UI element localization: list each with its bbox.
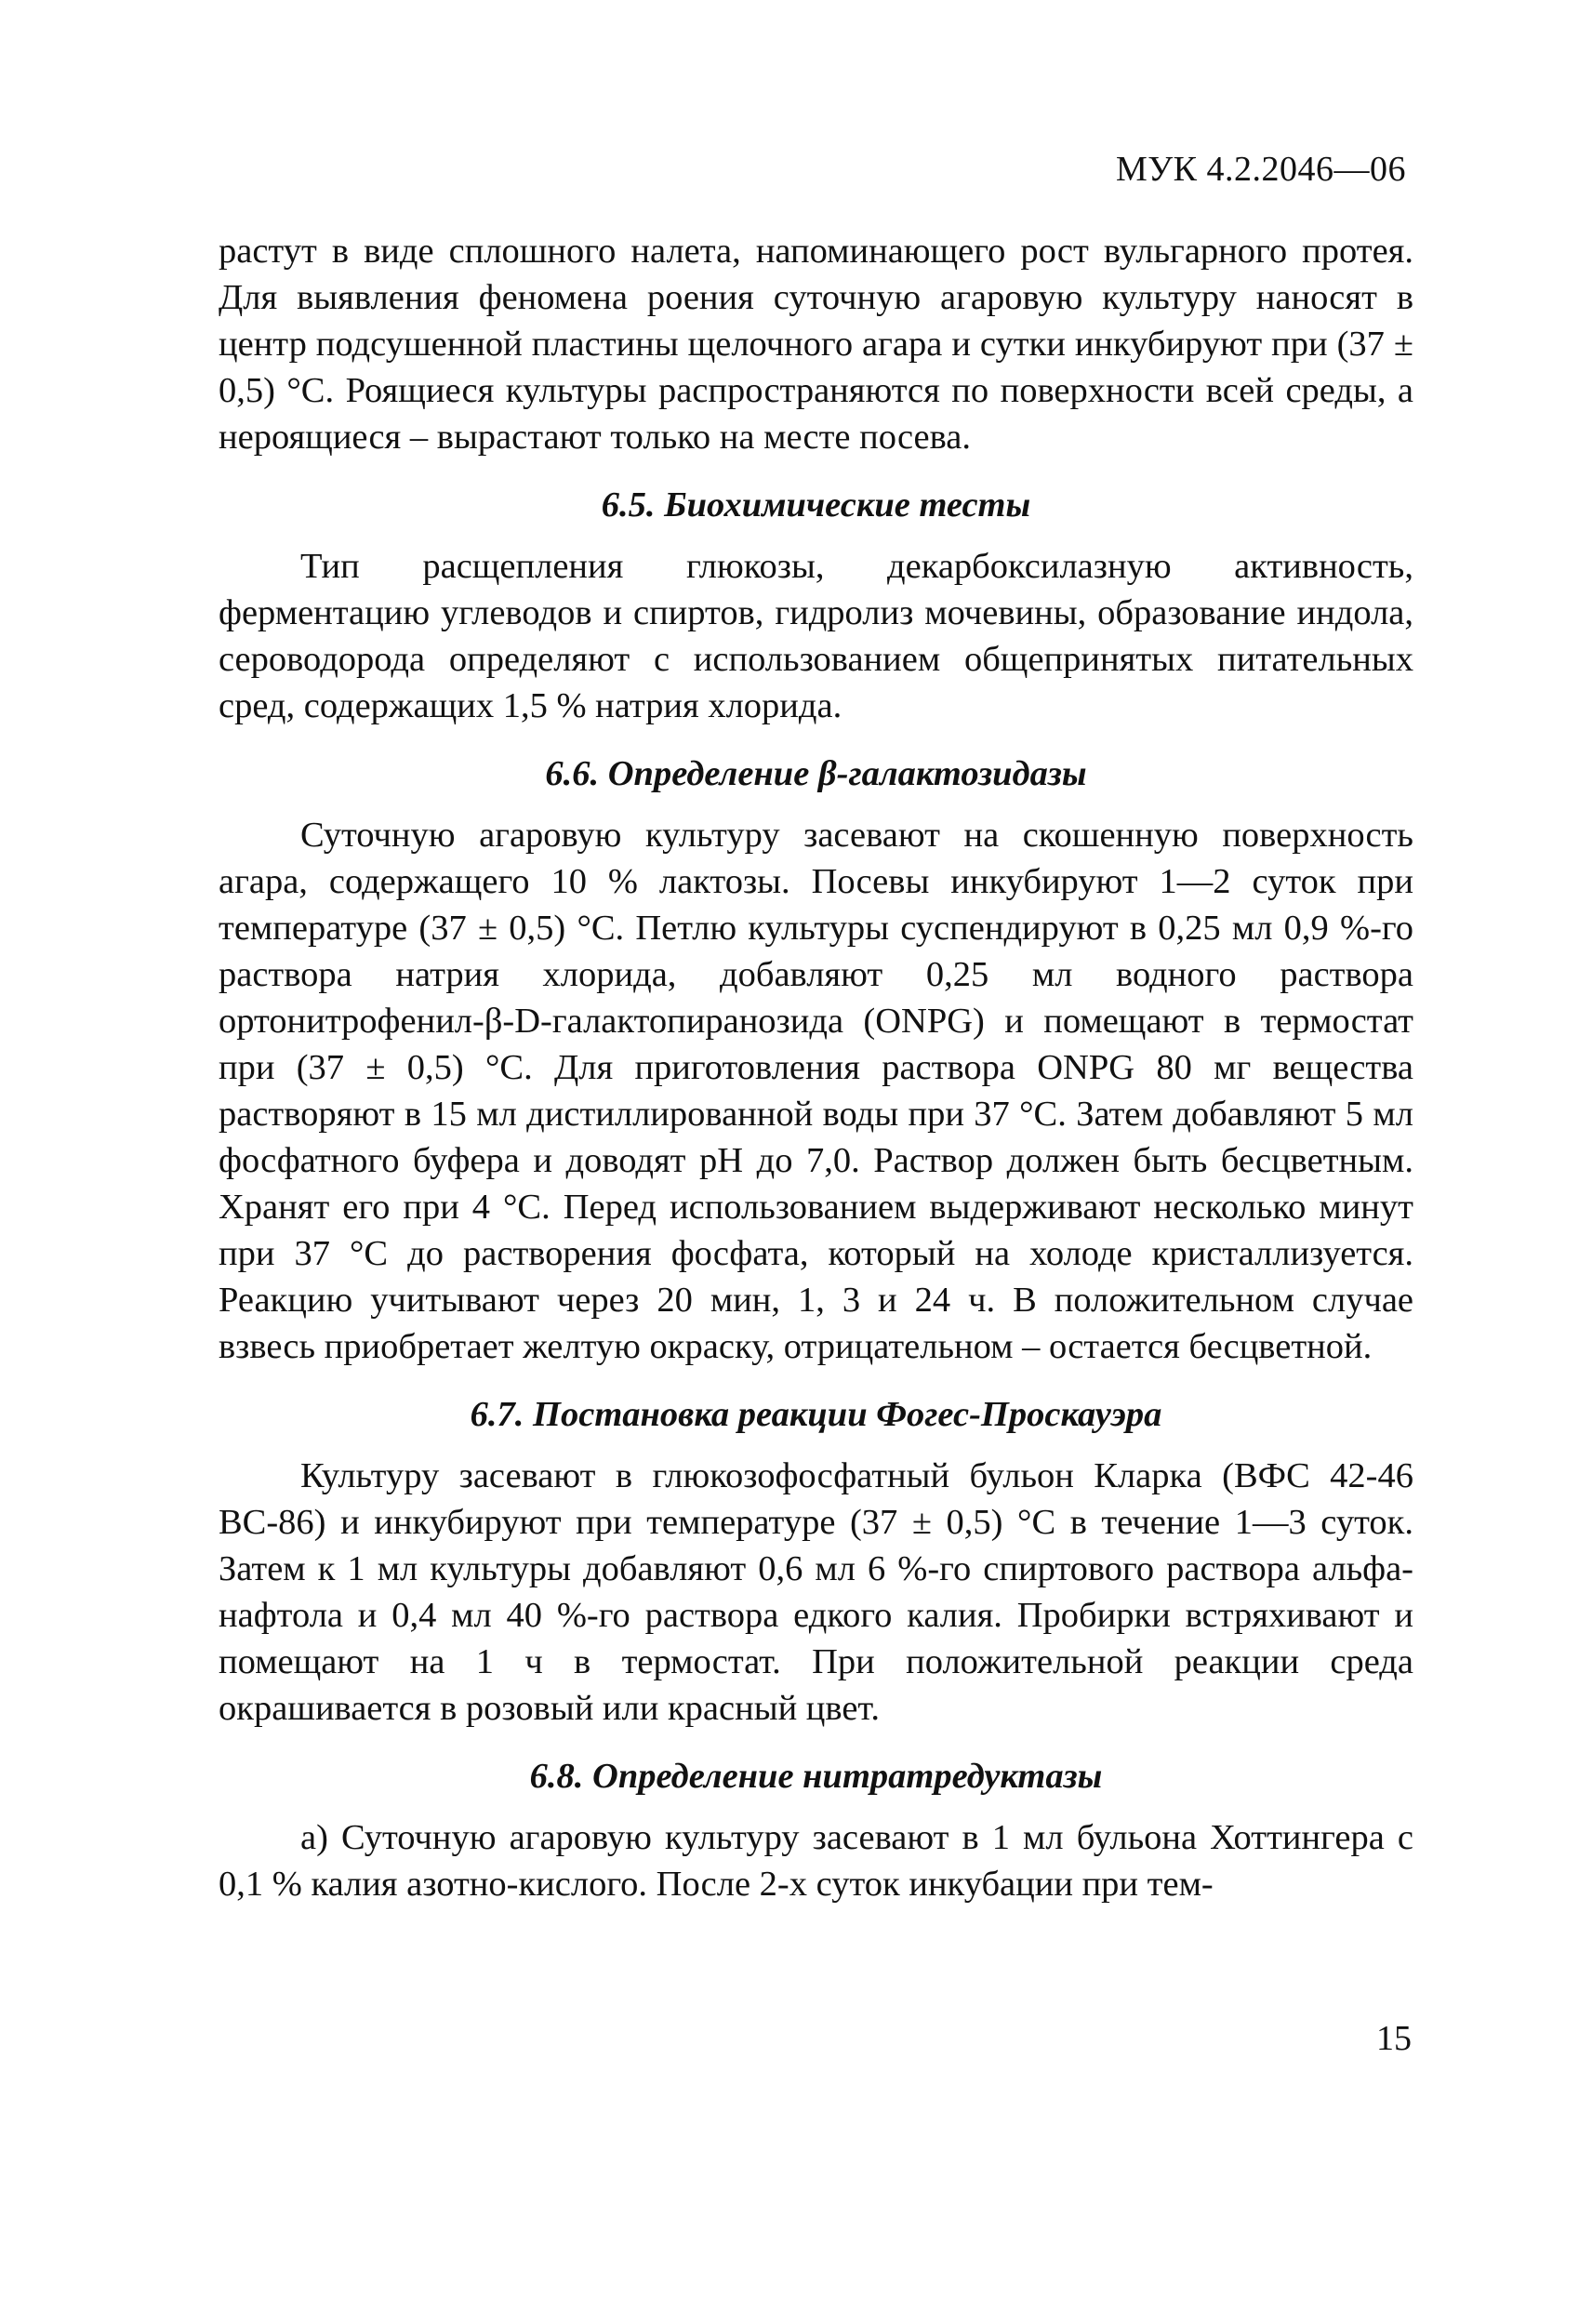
section-text-nitrate-reductase: а) Суточную агаровую культуру засевают в 1 мл бульона Хоттингера с 0,1 % калия азотно-кислого. После 2-х суток инкубации при тем- [219, 1818, 1413, 1904]
section-text-biochemical-tests: Тип расщепления глюкозы, декарбоксилазную активность, ферментацию углеводов и спиртов, гидролиз мочевины, образование индола, сероводорода определяют с использованием общепринятых питательных сред, содержащих 1,5 % натрия хлорида. [219, 547, 1413, 725]
page-number: 15 [1376, 2019, 1412, 2058]
section-text-beta-galactosidase: Суточную агаровую культуру засевают на скошенную поверхность агара, содержащего 10 % лактозы. Посевы инкубируют 1—2 суток при температуре (37 ± 0,5) °С. Петлю культуры суспендируют в 0,25 мл 0,9 %-го раствора натрия хлорида, добавляют 0,25 мл водного раствора ортонитрофенил-β-D-галактопиранозида (ONPG) и помещают в термостат при (37 ± 0,5) °С. Для приготовления раствора ONPG 80 мг вещества растворяют в 15 мл дистиллированной воды при 37 °С. Затем добавляют 5 мл фосфатного буфера и доводят pH до 7,0. Раствор должен быть бесцветным. Хранят его при 4 °С. Перед использованием выдерживают несколько минут при 37 °С до растворения фосфата, который на холоде кристаллизуется. Реакцию учитывают через 20 мин, 1, 3 и 24 ч. В положительном случае взвесь приобретает желтую окраску, отрицательном – остается бесцветной. [219, 816, 1413, 1366]
page-content [219, 228, 1413, 1907]
section-6-8 [219, 1753, 1413, 1907]
section-6-6 [219, 750, 1413, 1370]
section-title-beta-galactosidase: 6.6. Определение β-галактозидазы [545, 754, 1087, 793]
section-title-biochemical-tests: 6.5. Биохимические тесты [601, 485, 1031, 525]
section-title-voges-proskauer: 6.7. Постановка реакции Фогес-Проскауэра [470, 1395, 1162, 1434]
section-6-5 [219, 482, 1413, 729]
section-6-7 [219, 1391, 1413, 1732]
document-code-header: МУК 4.2.2046—06 [1115, 150, 1406, 189]
intro-paragraph: растут в виде сплошного налета, напоминающего рост вульгарного протея. Для выявления феномена роения суточную агаровую культуру наносят в центр подсушенной пластины щелочного агара и сутки инкубируют при (37 ± 0,5) °С. Роящиеся культуры распространяются по поверхности всей среды, а нероящиеся – вырастают только на месте посева. [219, 232, 1413, 457]
section-title-nitrate-reductase: 6.8. Определение нитратредуктазы [529, 1757, 1103, 1796]
section-text-voges-proskauer: Культуру засевают в глюкозофосфатный бульон Кларка (ВФС 42-46 ВС-86) и инкубируют при температуре (37 ± 0,5) °С в течение 1—3 суток. Затем к 1 мл культуры добавляют 0,6 мл 6 %-го спиртового раствора альфа-нафтола и 0,4 мл 40 %-го раствора едкого калия. Пробирки встряхивают и помещают на 1 ч в термостат. При положительной реакции среда окрашивается в розовый или красный цвет. [219, 1456, 1413, 1728]
